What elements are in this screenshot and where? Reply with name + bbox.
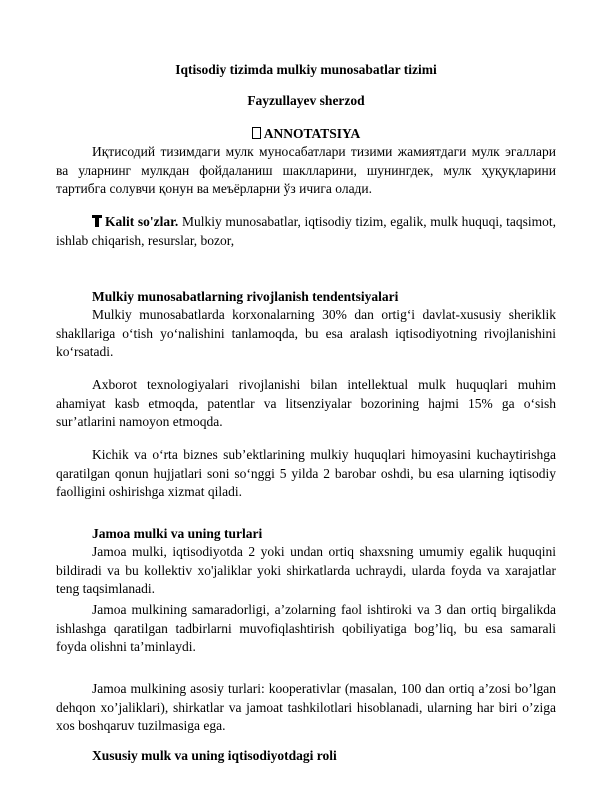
placeholder-box-icon: [252, 127, 261, 139]
section2-heading: Jamoa mulki va uning turlari: [92, 526, 263, 541]
section2-paragraph-3: Jamoa mulkining asosiy turlari: kooperativlar (masalan, 100 dan ortiq a’zosi bo’lgan dehqon xo’jaliklari), shirkatlar va jamoat tashkilotlari hisoblanadi, ularning har biri o’ziga xos boshqaruv tuzilmasiga ega.: [56, 681, 556, 733]
annotation-heading: ANNOTATSIYA: [263, 126, 361, 141]
section2-paragraph-2: Jamoa mulkining samaradorligi, a’zolarning faol ishtiroki va 3 dan ortiq birgalikda ishlashga qaratilgan tadbirlarni muvofiqlashtirish qobiliyatiga bog’liq, bu esa samarali foyda olishni ta’minlaydi.: [56, 602, 556, 654]
key-icon: [92, 215, 102, 227]
annotation-heading-row: [0, 126, 612, 142]
section1-paragraph-3: Kichik va o‘rta biznes sub’ektlarining mulkiy huquqlari himoyasini kuchaytirishga qaratilgan qonun hujjatlari soni so‘nggi 5 yilda 2 barobar oshdi, bu esa ularning iqtisodiy faolligini oshirishga xizmat qiladi.: [56, 447, 556, 499]
section2-paragraph-1: Jamoa mulki, iqtisodiyotda 2 yoki undan ortiq shaxsning umumiy egalik huquqini bildiradi va bu kollektiv xo'jaliklar yoki shirkatlarda uchraydi, ularda foyda va xarajatlar teng taqsimlanadi.: [56, 544, 556, 596]
section1-heading: Mulkiy munosabatlarning rivojlanish tendentsiyalari: [92, 289, 399, 304]
keywords-paragraph: [56, 213, 556, 250]
document-title: Iqtisodiy tizimda mulkiy munosabatlar tizimi: [175, 62, 437, 77]
keywords-text: Mulkiy munosabatlar, iqtisodiy tizim, egalik, mulk huquqi, taqsimot, ishlab chiqarish, resurslar, bozor,: [56, 214, 557, 248]
author-name: Fayzullayev sherzod: [247, 93, 365, 108]
keywords-label: Kalit so'zlar.: [105, 214, 179, 229]
section3-heading: Xususiy mulk va uning iqtisodiyotdagi roli: [92, 748, 337, 763]
section1-paragraph-1: Mulkiy munosabatlarda korxonalarning 30% dan ortig‘i davlat-xususiy sheriklik shakllariga o‘tish yo‘nalishini tanlamoqda, bu esa aralash iqtisodiyotning rivojlanishini ko‘rsatadi.: [56, 307, 556, 359]
annotation-text: Иқтисодий тизимдаги мулк муносабатлари тизими жамиятдаги мулк эгаллари ва уларнинг мулкдан фойдаланиш шаклларини, шунингдек, мулк ҳуқуқларини тартибга солувчи қонун ва меъёрларни ўз ичига олади.: [56, 144, 556, 196]
section1-paragraph-2: Axborot texnologiyalari rivojlanishi bilan intellektual mulk huquqlari muhim ahamiyat kasb etmoqda, patentlar va litsenziyalar bozorining hajmi 15% ga o‘sish sur’atlarini namoyon etmoqda.: [56, 377, 556, 429]
